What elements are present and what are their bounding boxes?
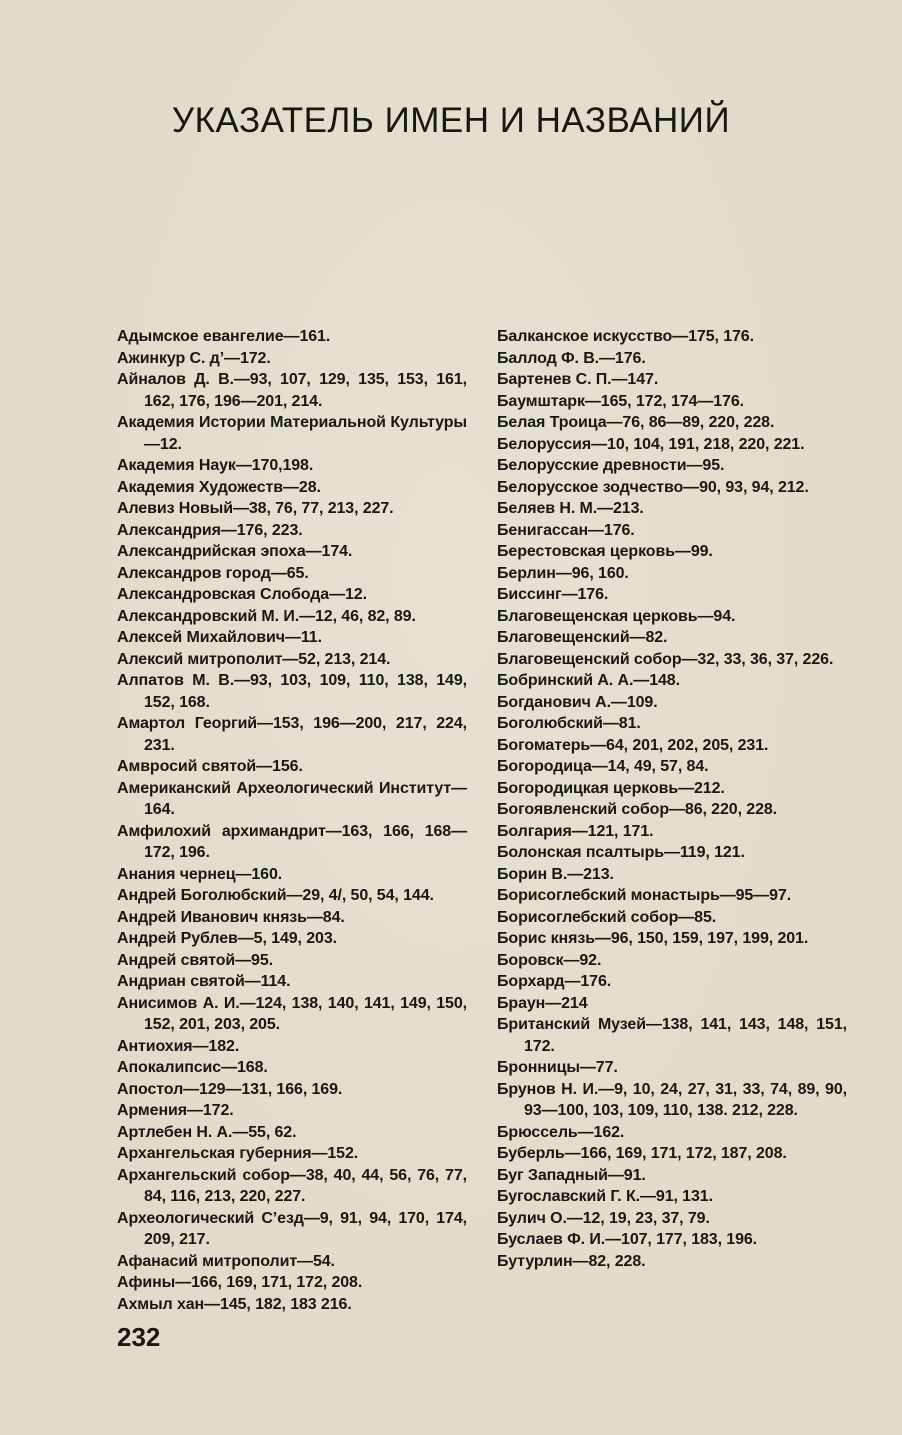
- index-entry: Академия Наук—170,198.: [117, 457, 314, 474]
- index-entry: Бутурлин—82, 228.: [497, 1252, 646, 1270]
- index-entry: Боголюбский—81.: [497, 715, 641, 732]
- index-entry: Богородицкая церковь—212.: [497, 779, 725, 797]
- index-entry: Андриан святой—114.: [117, 973, 291, 990]
- index-entry: Алевиз Новый—38, 76, 77, 213, 227.: [117, 500, 394, 517]
- index-entry: Амфилохий архимандрит—163, 166, 168—172, 196.: [117, 822, 467, 861]
- index-entry: Адымское евангелие—161.: [117, 328, 331, 345]
- index-entry: Буг Западный—91.: [497, 1166, 646, 1184]
- index-entry: Британский Музей—138, 141, 143, 148, 151, 172.: [497, 1016, 847, 1055]
- index-entry: Борин В.—213.: [497, 865, 614, 883]
- page-title: УКАЗАТЕЛЬ ИМЕН И НАЗВАНИЙ: [171, 101, 731, 141]
- index-entry: Благовещенский—82.: [497, 629, 668, 646]
- index-entry: Антиохия—182.: [117, 1037, 240, 1055]
- index-entry: Андрей Рублев—5, 149, 203.: [117, 930, 337, 947]
- index-entry: Александровский М. И.—12, 46, 82, 89.: [117, 607, 416, 625]
- index-entry: Браун—214: [497, 994, 588, 1012]
- index-entry: Богоявленский собор—86, 220, 228.: [497, 801, 778, 818]
- index-entry: Буберль—166, 169, 171, 172, 187, 208.: [497, 1145, 787, 1162]
- index-entry: Александровская Слобода—12.: [117, 586, 367, 603]
- page-number: 232: [117, 1322, 161, 1352]
- index-entry: Берестовская церковь—99.: [497, 543, 713, 560]
- index-entry: Бронницы—77.: [497, 1059, 618, 1076]
- index-entry: Академия Художеств—28.: [117, 478, 321, 496]
- index-entry: Артлебен Н. А.—55, 62.: [117, 1123, 297, 1141]
- index-entry: Буслаев Ф. И.—107, 177, 183, 196.: [497, 1231, 758, 1248]
- index-entry: Балканское искусство—175, 176.: [497, 328, 754, 345]
- index-entry: Алексий митрополит—52, 213, 214.: [117, 650, 391, 668]
- index-entry: Благовещенская церковь—94.: [497, 607, 736, 625]
- index-entry: Белорусские древности—95.: [497, 457, 725, 474]
- index-entry: Бартенев С. П.—147.: [497, 371, 659, 388]
- index-entry: Американский Археологический Институт—164.: [117, 779, 467, 818]
- index-entry: Армения—172.: [117, 1102, 234, 1119]
- index-entry: Александров город—65.: [117, 564, 309, 582]
- index-entry: Анисимов А. И.—124, 138, 140, 141, 149, 150, 152, 201, 203, 205.: [117, 994, 467, 1033]
- index-entry: Александрийская эпоха—174.: [117, 543, 353, 560]
- index-entry: Архангельский собор—38, 40, 44, 56, 76, 77, 84, 116, 213, 220, 227.: [117, 1166, 467, 1205]
- index-entry: Бобринский А. А.—148.: [497, 672, 680, 689]
- index-entry: Благовещенский собор—32, 33, 36, 37, 226.: [497, 650, 834, 668]
- index-entry: Архангельская губерния—152.: [117, 1145, 359, 1162]
- index-entry: Беляев Н. М.—213.: [497, 500, 644, 517]
- index-entry: Бугославский Г. К.—91, 131.: [497, 1188, 713, 1205]
- index-entry: Айналов Д. В.—93, 107, 129, 135, 153, 161, 162, 176, 196—201, 214.: [117, 371, 467, 410]
- index-entry: Болонская псалтырь—119, 121.: [497, 844, 745, 861]
- index-entry: Брунов Н. И.—9, 10, 24, 27, 31, 33, 74, 89, 90, 93—100, 103, 109, 110, 138. 212, 228.: [497, 1080, 847, 1119]
- index-entry: Археологический С’езд—9, 91, 94, 170, 174, 209, 217.: [117, 1209, 467, 1248]
- index-entry: Белорусское зодчество—90, 93, 94, 212.: [497, 478, 809, 496]
- index-entry: Ахмыл хан—145, 182, 183 216.: [117, 1295, 352, 1313]
- index-entry: Борис князь—96, 150, 159, 197, 199, 201.: [497, 930, 809, 947]
- index-entry: Академия Истории Материальной Культуры—12.: [117, 414, 467, 453]
- index-entry: Анания чернец—160.: [117, 865, 283, 883]
- index-entry: Апостол—129—131, 166, 169.: [117, 1080, 343, 1098]
- index-entry: Богоматерь—64, 201, 202, 205, 231.: [497, 736, 769, 754]
- index-entry: Боровск—92.: [497, 951, 602, 969]
- index-entry: Андрей святой—95.: [117, 951, 273, 969]
- index-entry: Брюссель—162.: [497, 1123, 625, 1141]
- index-entry: Берлин—96, 160.: [497, 564, 629, 582]
- index-entry: Булич О.—12, 19, 23, 37, 79.: [497, 1209, 710, 1227]
- index-column-right: [497, 326, 847, 1272]
- index-entry: Афины—166, 169, 171, 172, 208.: [117, 1274, 363, 1291]
- index-entry: Бенигассан—176.: [497, 521, 635, 539]
- index-entry: Ажинкур С. д’—172.: [117, 349, 271, 367]
- index-entry: Болгария—121, 171.: [497, 822, 654, 840]
- index-entry: Амартол Георгий—153, 196—200, 217, 224, 231.: [117, 715, 467, 754]
- index-entry: Белоруссия—10, 104, 191, 218, 220, 221.: [497, 435, 805, 453]
- index-entry: Александрия—176, 223.: [117, 521, 303, 539]
- index-column-left: [117, 326, 467, 1315]
- index-entry: Белая Троица—76, 86—89, 220, 228.: [497, 414, 775, 431]
- index-entry: Алексей Михайлович—11.: [117, 629, 322, 646]
- index-entry: Борисоглебский собор—85.: [497, 908, 717, 926]
- index-entry: Богородица—14, 49, 57, 84.: [497, 758, 709, 775]
- index-entry: Афанасий митрополит—54.: [117, 1252, 335, 1270]
- index-entry: Биссинг—176.: [497, 586, 609, 603]
- index-entry: Баллод Ф. В.—176.: [497, 349, 646, 367]
- index-entry: Андрей Боголюбский—29, 4/, 50, 54, 144.: [117, 887, 434, 904]
- index-entry: Амвросий святой—156.: [117, 758, 303, 775]
- index-entry: Богданович А.—109.: [497, 693, 658, 711]
- index-entry: Борхард—176.: [497, 973, 612, 990]
- index-entry: Апокалипсис—168.: [117, 1059, 268, 1076]
- index-entry: Баумштарк—165, 172, 174—176.: [497, 392, 744, 410]
- index-entry: Андрей Иванович князь—84.: [117, 908, 345, 926]
- index-entry: Алпатов М. В.—93, 103, 109, 110, 138, 149, 152, 168.: [117, 672, 467, 711]
- index-entry: Борисоглебский монастырь—95—97.: [497, 887, 792, 904]
